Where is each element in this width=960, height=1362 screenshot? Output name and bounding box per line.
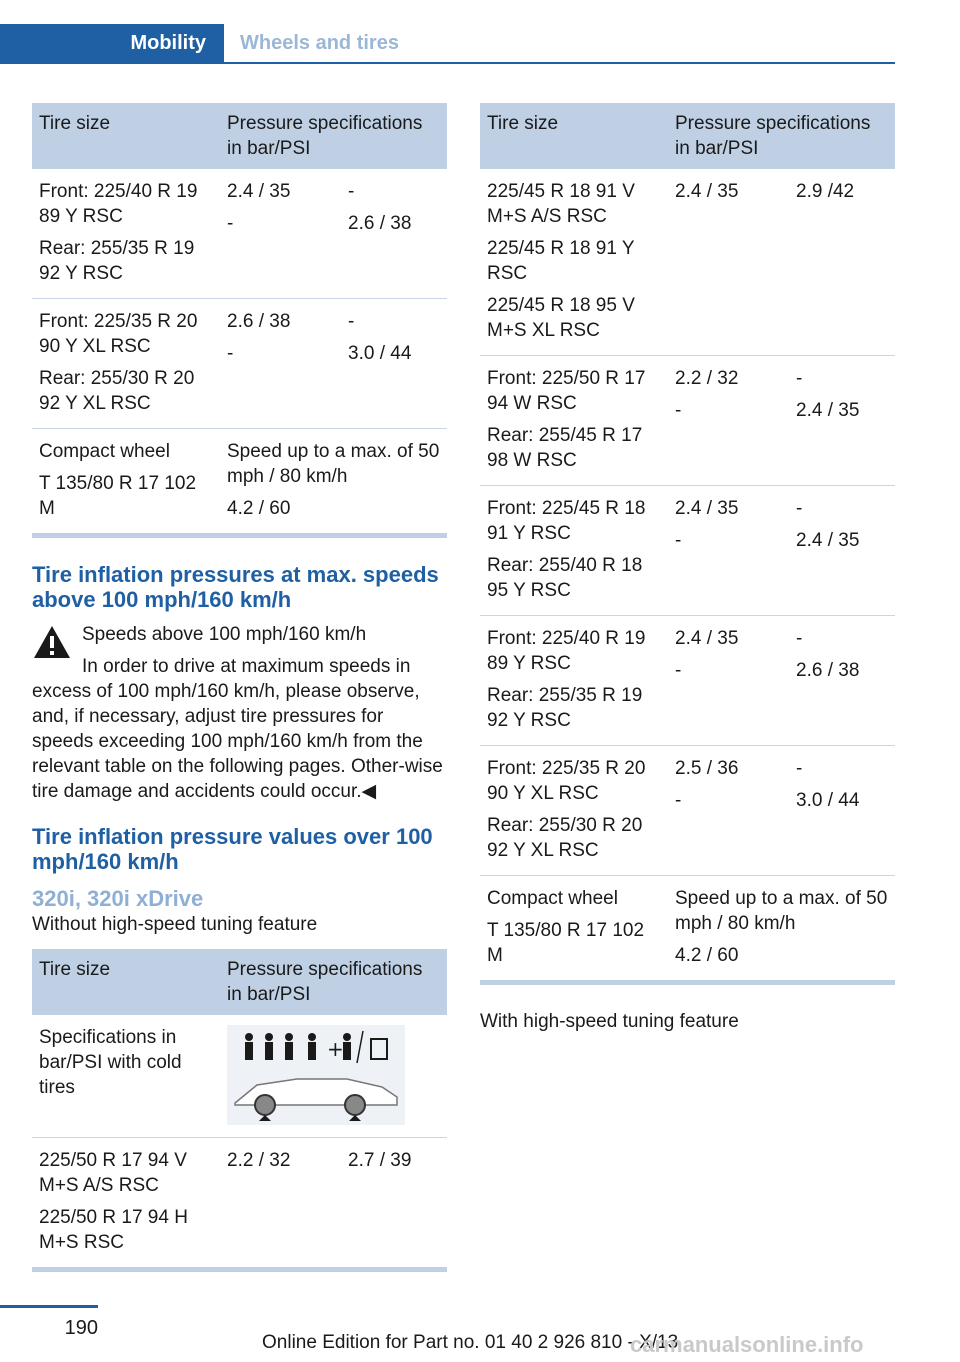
warning-icon <box>32 624 72 660</box>
pressure-value: 2.7 / 39 <box>348 1150 412 1171</box>
header-tire-size: Tire size <box>32 949 220 1015</box>
page-header <box>0 24 895 64</box>
watermark: carmanualsonline.info <box>630 1332 864 1357</box>
speed-limit-text: Speed up to a max. of 50 mph / 80 km/h <box>675 888 888 934</box>
tire-size-text: 225/50 R 17 94 V M+S A/S RSC <box>39 1150 187 1196</box>
table-row <box>32 429 447 536</box>
header-pressure: Pressure specifications in bar/PSI <box>220 949 447 1015</box>
spec-label: Specifications in bar/PSI with cold tires <box>39 1027 182 1098</box>
tire-size-text: Front: 225/40 R 19 89 Y RSC <box>487 628 646 674</box>
table-row <box>32 1015 447 1138</box>
pressure-value: 2.4 / 35 <box>675 498 739 519</box>
pressure-value: - <box>227 213 234 234</box>
pressure-value: 2.9 /42 <box>796 181 855 202</box>
tire-size-text: Rear: 255/40 R 18 95 Y RSC <box>487 555 643 601</box>
tire-size-text: Rear: 255/45 R 17 98 W RSC <box>487 425 643 471</box>
pressure-value: 2.4 / 35 <box>227 181 291 202</box>
pressure-value: - <box>796 498 803 519</box>
header-pressure: Pressure specifications in bar/PSI <box>668 103 895 169</box>
pressure-value: - <box>348 181 355 202</box>
pressure-value: 3.0 / 44 <box>796 790 860 811</box>
pressure-value: 4.2 / 60 <box>227 498 291 519</box>
warning-title: Speeds above 100 mph/160 km/h <box>82 624 367 645</box>
pressure-value: 2.2 / 32 <box>227 1150 291 1171</box>
pressure-value: 2.5 / 36 <box>675 758 739 779</box>
tire-pressure-table-bottom-left <box>32 949 447 1272</box>
tire-size-text: Front: 225/35 R 20 90 Y XL RSC <box>487 758 646 804</box>
tire-size-text: 225/50 R 17 94 H M+S RSC <box>39 1207 188 1253</box>
pressure-value: 2.4 / 35 <box>796 400 860 421</box>
table-row <box>480 486 895 616</box>
table-row <box>480 169 895 356</box>
without-feature-text: Without high-speed tuning feature <box>32 914 318 935</box>
pressure-value: - <box>675 660 682 681</box>
section-heading-max-speed: Tire inflation pressures at max. speeds above 100 mph/160 km/h <box>32 562 439 612</box>
model-heading: 320i, 320i xDrive <box>32 886 204 911</box>
tire-size-text: Front: 225/45 R 18 91 Y RSC <box>487 498 646 544</box>
header-section-tab: Mobility <box>0 24 224 62</box>
pressure-value: - <box>675 400 682 421</box>
pressure-value: 2.4 / 35 <box>675 181 739 202</box>
pressure-value: 2.4 / 35 <box>675 628 739 649</box>
pressure-value: - <box>796 368 803 389</box>
tire-size-text: Rear: 255/35 R 19 92 Y RSC <box>487 685 643 731</box>
footer-bar <box>0 1305 98 1308</box>
tire-size-text: Rear: 255/30 R 20 92 Y XL RSC <box>39 368 195 414</box>
page-number: 190 <box>64 1317 98 1339</box>
pressure-value: - <box>796 628 803 649</box>
tire-size-text: T 135/80 R 17 102 M <box>39 473 197 519</box>
table-row <box>32 169 447 299</box>
pressure-value: 4.2 / 60 <box>675 945 739 966</box>
pressure-value: 2.6 / 38 <box>348 213 412 234</box>
pressure-value: 2.6 / 38 <box>227 311 291 332</box>
tire-size-text: 225/45 R 18 91 Y RSC <box>487 238 635 284</box>
pressure-value: - <box>675 530 682 551</box>
tire-size-text: Rear: 255/30 R 20 92 Y XL RSC <box>487 815 643 861</box>
tire-size-text: Front: 225/40 R 19 89 Y RSC <box>39 181 198 227</box>
pressure-value: 2.4 / 35 <box>796 530 860 551</box>
table-row <box>480 746 895 876</box>
pressure-value: - <box>796 758 803 779</box>
table-row <box>480 616 895 746</box>
pressure-value: - <box>227 343 234 364</box>
warning-text: In order to drive at maximum speeds in excess of 100 mph/160 km/h, please observe, and, if necessary, adjust tire pressures for speeds exceeding 100 mph/160 km/h from the relevant table on the following pages. Other‐wise tire damage and accidents could occur.◀ <box>32 656 443 802</box>
table-row <box>480 876 895 983</box>
load-condition-pictogram <box>227 1025 405 1125</box>
tire-size-text: Rear: 255/35 R 19 92 Y RSC <box>39 238 195 284</box>
header-tire-size: Tire size <box>32 103 220 169</box>
pressure-value: - <box>348 311 355 332</box>
tire-size-text: 225/45 R 18 95 V M+S XL RSC <box>487 295 635 341</box>
tire-size-text: Compact wheel <box>39 441 170 462</box>
warning-block <box>32 622 447 804</box>
table-row <box>480 356 895 486</box>
pressure-value: 3.0 / 44 <box>348 343 412 364</box>
tire-pressure-table-right <box>480 103 895 985</box>
with-feature-text: With high-speed tuning feature <box>480 1011 739 1032</box>
tire-pressure-table-top-left <box>32 103 447 538</box>
speed-limit-text: Speed up to a max. of 50 mph / 80 km/h <box>227 441 440 487</box>
section-heading-over-100: Tire inflation pressure values over 100 mph/160 km/h <box>32 824 433 874</box>
tire-size-text: Front: 225/50 R 17 94 W RSC <box>487 368 646 414</box>
tire-size-text: Front: 225/35 R 20 90 Y XL RSC <box>39 311 198 357</box>
svg-text:+: + <box>327 1037 344 1061</box>
pressure-value: 2.2 / 32 <box>675 368 739 389</box>
left-column <box>32 103 447 1272</box>
right-column <box>480 103 895 1034</box>
tire-size-text: Compact wheel <box>487 888 618 909</box>
header-chapter-title: Wheels and tires <box>240 32 399 54</box>
tire-size-text: 225/45 R 18 91 V M+S A/S RSC <box>487 181 635 227</box>
pressure-value: - <box>675 790 682 811</box>
header-tire-size: Tire size <box>480 103 668 169</box>
header-pressure: Pressure specifications in bar/PSI <box>220 103 447 169</box>
table-row <box>32 299 447 429</box>
tire-size-text: T 135/80 R 17 102 M <box>487 920 645 966</box>
pressure-value: 2.6 / 38 <box>796 660 860 681</box>
table-row <box>32 1138 447 1270</box>
edition-text: Online Edition for Part no. 01 40 2 926 810 - X/13 <box>262 1332 679 1353</box>
